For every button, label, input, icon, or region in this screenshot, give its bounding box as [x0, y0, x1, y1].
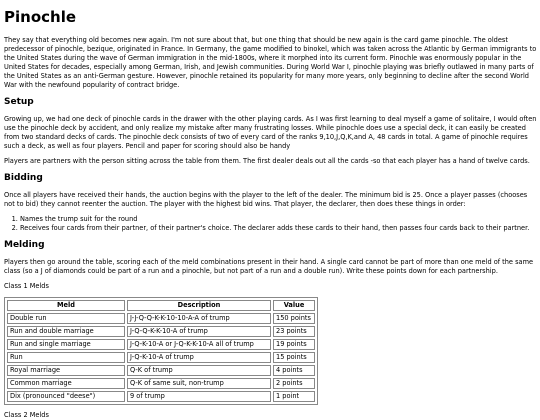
class2-melds-label: Class 2 Melds — [4, 411, 49, 419]
list-item: 2. Receives four cards from their partner, of their partner's choice. The declarer adds these cards to their hand, then passes four cards back to their partner. — [20, 224, 537, 233]
description-cell: J-J-Q-Q-K-K-10-10-A-A of trump — [127, 313, 271, 324]
table-row — [7, 339, 315, 350]
intro-paragraph: They say that everything old becomes new again. I'm not sure about that, but one thing that should be new again is the card game pinochle. The oldest predecessor of pinochle, bezique, originated in France. In Germany, the game modified to binokel, which was taken across the Atlantic by German immigrants to the United States during the wave of German immigration in the mid-1800s, where it morphed into its current form. Pinochle was enormously popular in the United States for decades, especially among German, Irish, and Jewish communities. During World War I, pinochle playing was briefly outlawed in many parts of the United States as an anti-German gesture. However, pinochle retained its popularity for many more years, only beginning to decline after the second World War with the newfound popularity of contract bridge. — [4, 36, 537, 89]
table-row — [7, 365, 315, 376]
declarer-steps-list — [4, 215, 537, 233]
meld-cell: Double run — [7, 313, 125, 324]
list-item: 1. Names the trump suit for the round — [20, 215, 537, 224]
table-row — [7, 378, 315, 389]
page-title: Pinochle — [4, 8, 77, 26]
value-cell: 2 points — [273, 378, 315, 389]
bidding-heading: Bidding — [4, 173, 43, 183]
table-row — [7, 313, 315, 324]
value-cell: 15 points — [273, 352, 315, 363]
description-cell: J-Q-Q-K-K-10-A of trump — [127, 326, 271, 337]
table-row — [7, 391, 315, 402]
column-header-description: Description — [127, 300, 271, 311]
setup-paragraph-2: Players are partners with the person sitting across the table from them. The first dealer deals out all the cards -so that each player has a hand of twelve cards. — [4, 157, 530, 165]
description-cell: 9 of trump — [127, 391, 271, 402]
class1-melds-label: Class 1 Melds — [4, 282, 49, 290]
value-cell: 19 points — [273, 339, 315, 350]
description-cell: Q-K of trump — [127, 365, 271, 376]
column-header-value: Value — [273, 300, 315, 311]
table-header-row — [7, 300, 315, 311]
meld-cell: Royal marriage — [7, 365, 125, 376]
melding-heading: Melding — [4, 240, 45, 250]
melding-paragraph: Players then go around the table, scoring each of the meld combinations present in their hand. A single card cannot be part of more than one meld of the same class (so a J of diamonds could be part of a run and a pinochle, but not part of a run and a double run). Write these points down for each partnership. — [4, 258, 534, 275]
setup-paragraph-1: Growing up, we had one deck of pinochle cards in the drawer with the other playing cards. As I was first learning to deal myself a game of solitaire, I would often use the pinochle deck by accident, and only realize my mistake after many frustrating losses. While pinochle does use a special deck, it can easily be created from two standard decks of cards. The pinochle deck consists of two of every card of the ranks 9,10,J,Q,K,and A, 48 cards in total. A game of pinochle requires such a deck, as well as four players. Pencil and paper for scoring should also be handy — [4, 115, 537, 150]
value-cell: 4 points — [273, 365, 315, 376]
bidding-paragraph: Once all players have received their hands, the auction begins with the player to the left of the dealer. The minimum bid is 25. Once a player passes (chooses not to bid) they cannot reenter the auction. The player with the highest bid wins. That player, the declarer, then does these things in order: — [4, 191, 528, 208]
value-cell: 1 point — [273, 391, 315, 402]
description-cell: Q-K of same suit, non-trump — [127, 378, 271, 389]
meld-cell: Dix (pronounced "deese") — [7, 391, 125, 402]
column-header-meld: Meld — [7, 300, 125, 311]
meld-cell: Run and single marriage — [7, 339, 125, 350]
meld-cell: Common marriage — [7, 378, 125, 389]
meld-cell: Run and double marriage — [7, 326, 125, 337]
table-row — [7, 352, 315, 363]
value-cell: 23 points — [273, 326, 315, 337]
value-cell: 150 points — [273, 313, 315, 324]
description-cell: J-Q-K-10-A or J-Q-K-K-10-A all of trump — [127, 339, 271, 350]
meld-cell: Run — [7, 352, 125, 363]
class1-melds-table — [4, 297, 318, 405]
table-row — [7, 326, 315, 337]
description-cell: J-Q-K-10-A of trump — [127, 352, 271, 363]
setup-heading: Setup — [4, 97, 34, 107]
